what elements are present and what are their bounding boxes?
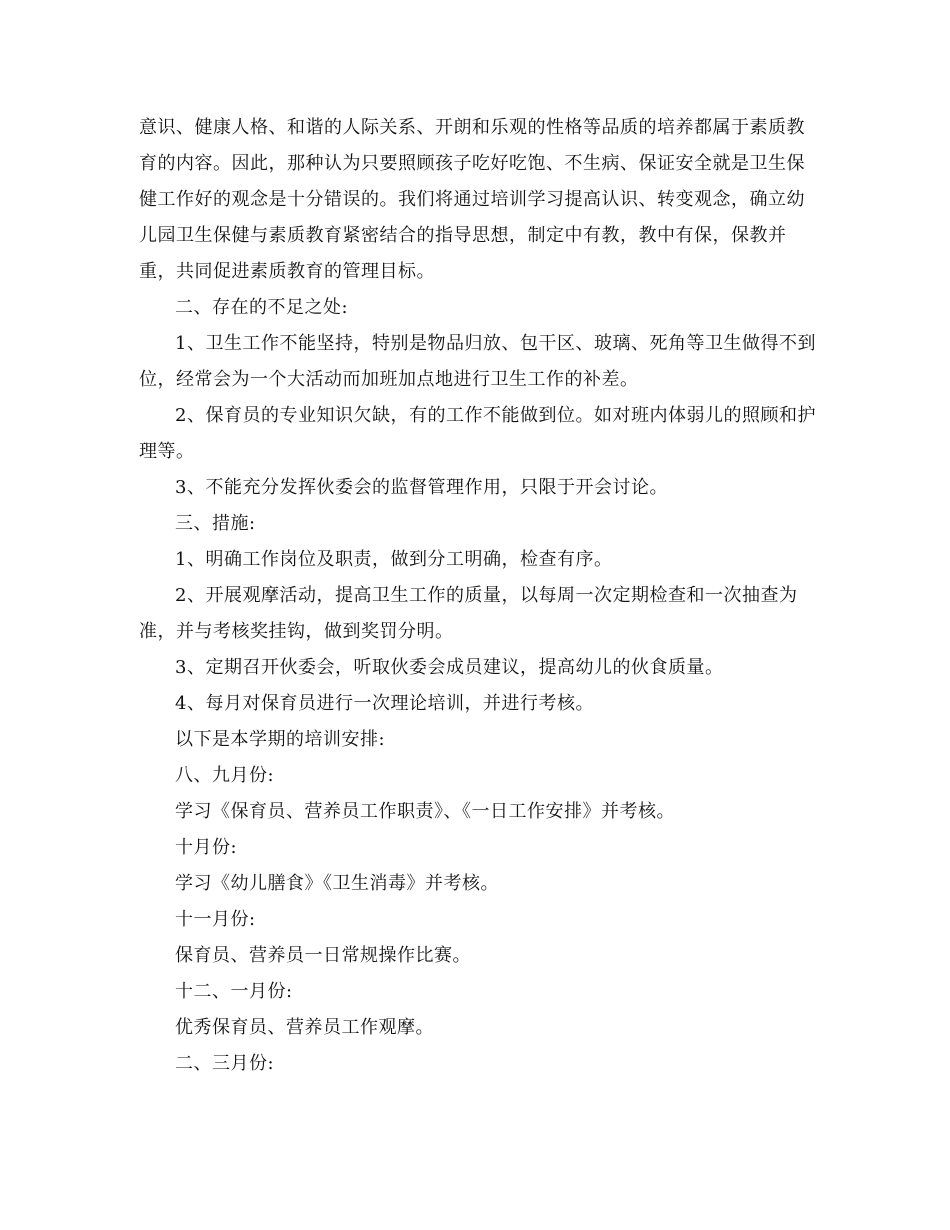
section-heading-measures: 三、措施: [175, 513, 256, 534]
measure-item-1: 1、明确工作岗位及职责，做到分工明确，检查有序。 [175, 549, 613, 570]
section-heading-shortcomings: 二、存在的不足之处: [175, 297, 349, 318]
shortcoming-item-2: 2、保育员的专业知识欠缺，有的工作不能做到位。如对班内体弱儿的照顾和护理等。 [139, 405, 816, 462]
training-schedule-intro: 以下是本学期的培训安排: [175, 729, 386, 750]
schedule-content-aug-sep: 学习《保育员、营养员工作职责》、《一日工作安排》并考核。 [175, 801, 675, 822]
paragraph-continuation: 意识、健康人格、和谐的人际关系、开朗和乐观的性格等品质的培养都属于素质教育的内容。因此，那种认为只要照顾孩子吃好吃饱、不生病、保证安全就是卫生保健工作好的观念是十分错误的。我们将通过培训学习提高认识、转变观念，确立幼儿园卫生保健与素质教育紧密结合的指导思想，制定中有教，教中有保，保教并重，共同促进素质教育的管理目标。 [139, 117, 805, 282]
measure-item-4: 4、每月对保育员进行一次理论培训，并进行考核。 [175, 693, 594, 714]
schedule-month-oct: 十月份: [175, 837, 238, 858]
shortcoming-item-3: 3、不能充分发挥伙委会的监督管理作用，只限于开会讨论。 [175, 477, 668, 498]
shortcoming-item-1: 1、卫生工作不能坚持，特别是物品归放、包干区、玻璃、死角等卫生做得不到位，经常会为一个大活动而加班加点地进行卫生工作的补差。 [139, 333, 816, 390]
schedule-content-nov: 保育员、营养员一日常规操作比赛。 [175, 945, 471, 966]
measure-item-2: 2、开展观摩活动，提高卫生工作的质量，以每周一次定期检查和一次抽查为准，并与考核奖挂钩，做到奖罚分明。 [139, 585, 798, 642]
document-body [139, 110, 819, 1082]
schedule-month-feb-mar: 二、三月份: [175, 1053, 275, 1074]
measure-item-3: 3、定期召开伙委会，听取伙委会成员建议，提高幼儿的伙食质量。 [175, 657, 724, 678]
schedule-month-dec-jan: 十二、一月份: [175, 981, 293, 1002]
schedule-month-aug-sep: 八、九月份: [175, 765, 275, 786]
schedule-month-nov: 十一月份: [175, 909, 256, 930]
schedule-content-dec-jan: 优秀保育员、营养员工作观摩。 [175, 1017, 434, 1038]
schedule-content-oct: 学习《幼儿膳食》《卫生消毒》并考核。 [175, 873, 499, 894]
